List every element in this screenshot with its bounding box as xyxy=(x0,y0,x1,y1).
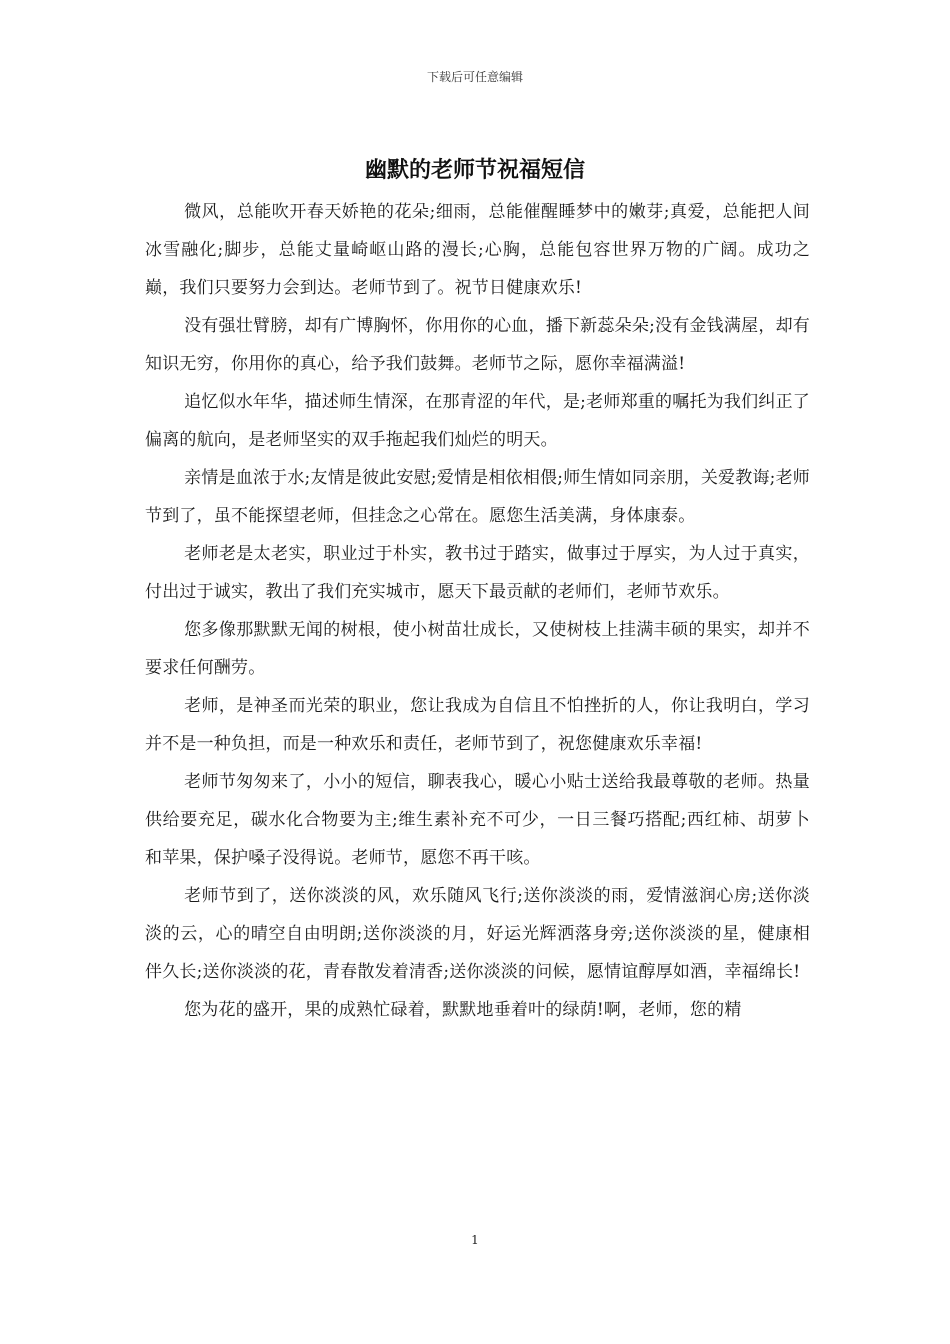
paragraph: 没有强壮臂膀，却有广博胸怀，你用你的心血，播下新蕊朵朵;没有金钱满屋，却有知识无穷，你用你的真心，给予我们鼓舞。老师节之际，愿你幸福满溢! xyxy=(145,316,810,374)
paragraph: 您为花的盛开，果的成熟忙碌着，默默地垂着叶的绿荫!啊，老师，您的精 xyxy=(184,1000,742,1020)
page-number: 1 xyxy=(471,1233,479,1247)
paragraph: 老师，是神圣而光荣的职业，您让我成为自信且不怕挫折的人，你让我明白，学习并不是一种负担，而是一种欢乐和责任，老师节到了，祝您健康欢乐幸福! xyxy=(145,696,810,754)
paragraph: 亲情是血浓于水;友情是彼此安慰;爱情是相依相偎;师生情如同亲朋，关爱教诲;老师节到了，虽不能探望老师，但挂念之心常在。愿您生活美满，身体康泰。 xyxy=(145,468,810,526)
paragraph: 您多像那默默无闻的树根，使小树苗壮成长，又使树枝上挂满丰硕的果实，却并不要求任何酬劳。 xyxy=(145,620,810,678)
document-title: 幽默的老师节祝福短信 xyxy=(364,157,585,183)
paragraph: 老师节到了，送你淡淡的风，欢乐随风飞行;送你淡淡的雨，爱情滋润心房;送你淡淡的云，心的晴空自由明朗;送你淡淡的月，好运光辉洒落身旁;送你淡淡的星，健康相伴久长;送你淡淡的花，青春散发着清香;送你淡淡的问候，愿情谊醇厚如酒，幸福绵长! xyxy=(145,886,810,982)
paragraph: 微风，总能吹开春天娇艳的花朵;细雨，总能催醒睡梦中的嫩芽;真爱，总能把人间冰雪融化;脚步，总能丈量崎岖山路的漫长;心胸，总能包容世界万物的广阔。成功之巅，我们只要努力会到达。老师节到了。祝节日健康欢乐! xyxy=(145,202,810,298)
header-note: 下载后可任意编辑 xyxy=(426,70,523,84)
paragraph: 老师老是太老实，职业过于朴实，教书过于踏实，做事过于厚实，为人过于真实，付出过于诚实，教出了我们充实城市，愿天下最贡献的老师们，老师节欢乐。 xyxy=(145,544,810,602)
paragraph: 追忆似水年华，描述师生情深，在那青涩的年代，是;老师郑重的嘱托为我们纠正了偏离的航向，是老师坚实的双手拖起我们灿烂的明天。 xyxy=(145,392,810,450)
paragraph: 老师节匆匆来了，小小的短信，聊表我心，暖心小贴士送给我最尊敬的老师。热量供给要充足，碳水化合物要为主;维生素补充不可少，一日三餐巧搭配;西红柿、胡萝卜和苹果，保护嗓子没得说。老师节，愿您不再干咳。 xyxy=(145,772,810,868)
document-body xyxy=(145,193,810,1029)
